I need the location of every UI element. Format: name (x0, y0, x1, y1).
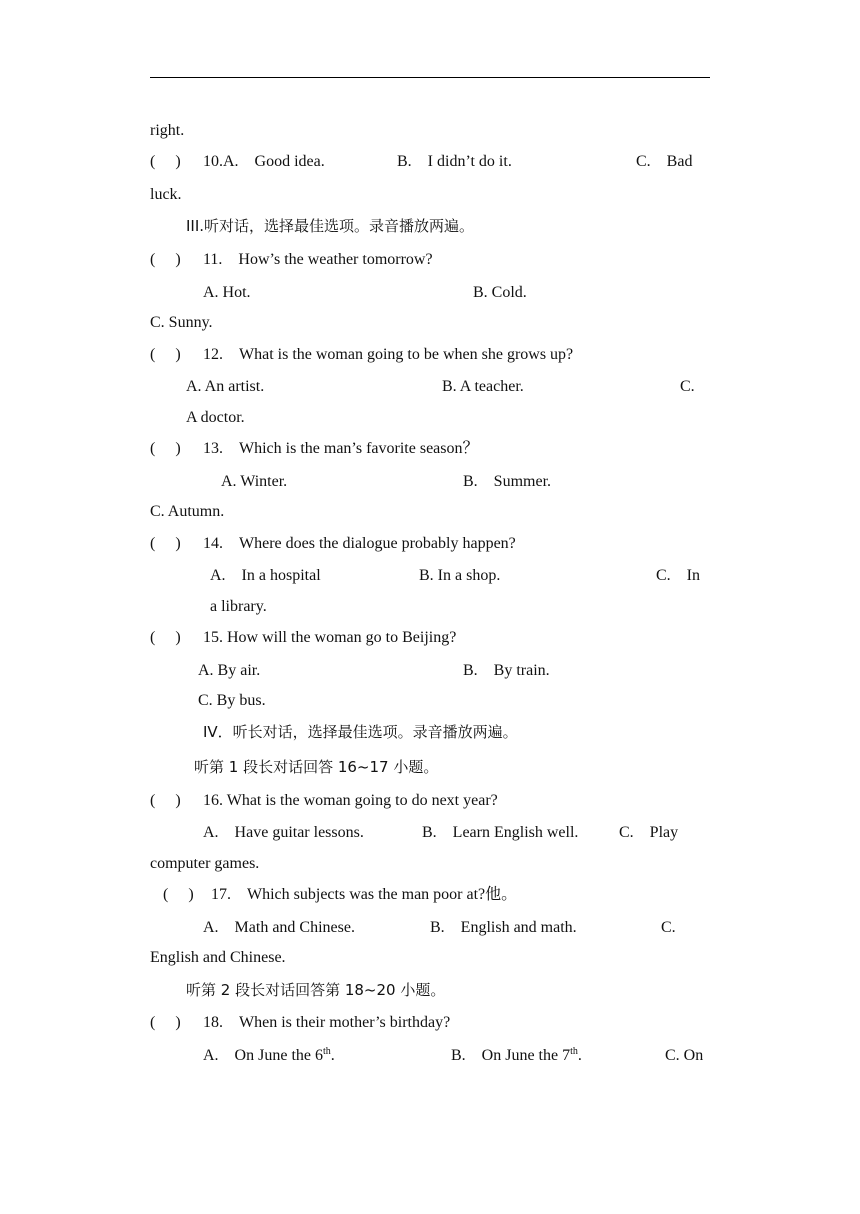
answer-blank-11: ( ) (150, 251, 181, 268)
passage-2-instruction: 听第 2 段长对话回答第 18~20 小题。 (186, 981, 446, 999)
q12-option-b: B. A teacher. (442, 378, 524, 395)
q13-option-b: B. Summer. (463, 473, 552, 490)
q17-option-a: A. Math and Chinese. (203, 919, 355, 936)
q11-option-b: B. Cold. (473, 284, 527, 301)
q12-option-a: A. An artist. (186, 378, 265, 395)
answer-blank-12: ( ) (150, 346, 181, 363)
q17-stem: 17. Which subjects was the man poor at?他。 (211, 886, 518, 903)
section-iii-heading: III.听对话，选择最佳选项。录音播放两遍。 (186, 217, 475, 235)
q12-option-c-cont: A doctor. (186, 409, 245, 426)
answer-blank-10: ( ) (150, 153, 181, 170)
q14-option-c-cont: a library. (210, 598, 267, 615)
q18-option-a: A. On June the 6th. (203, 1046, 335, 1064)
q12-stem: 12. What is the woman going to be when she grows up? (203, 346, 574, 363)
q15-stem: 15. How will the woman go to Beijing? (203, 629, 457, 646)
q14-stem: 14. Where does the dialogue probably happen? (203, 535, 516, 552)
q16-option-c: C. Play (619, 824, 679, 841)
q16-option-c-cont: computer games. (150, 855, 260, 872)
answer-blank-14: ( ) (150, 535, 181, 552)
q13-option-c: C. Autumn. (150, 503, 225, 520)
q15-option-a: A. By air. (198, 662, 261, 679)
header-rule (150, 77, 710, 78)
q10-option-b: B. I didn’t do it. (397, 153, 512, 170)
continued-text: right. (150, 122, 185, 139)
section-iv-heading: IV．听长对话，选择最佳选项。录音播放两遍。 (203, 723, 518, 741)
q13-stem: 13. Which is the man’s favorite season？ (203, 440, 479, 457)
q18-stem: 18. When is their mother’s birthday? (203, 1014, 451, 1031)
passage-1-instruction: 听第 1 段长对话回答 16~17 小题。 (194, 758, 439, 776)
answer-blank-17: ( ) (163, 886, 194, 903)
answer-blank-15: ( ) (150, 629, 181, 646)
answer-blank-16: ( ) (150, 792, 181, 809)
q17-option-c-cont: English and Chinese. (150, 949, 286, 966)
q15-option-c: C. By bus. (198, 692, 266, 709)
q14-option-c: C. In (656, 567, 701, 584)
q16-option-b: B. Learn English well. (422, 824, 579, 841)
q16-stem: 16. What is the woman going to do next year? (203, 792, 498, 809)
q10-option-c-cont: luck. (150, 186, 182, 203)
q12-option-c: C. (680, 378, 695, 395)
q14-option-b: B. In a shop. (419, 567, 501, 584)
answer-blank-13: ( ) (150, 440, 181, 457)
q11-stem: 11. How’s the weather tomorrow? (203, 251, 433, 268)
q14-option-a: A. In a hospital (210, 567, 321, 584)
q11-option-c: C. Sunny. (150, 314, 213, 331)
q16-option-a: A. Have guitar lessons. (203, 824, 364, 841)
q18-option-b: B. On June the 7th. (451, 1046, 582, 1064)
q18-option-c: C. On (665, 1047, 704, 1064)
q10-option-a: 10.A. Good idea. (203, 153, 325, 170)
q17-option-c: C. (661, 919, 676, 936)
answer-blank-18: ( ) (150, 1014, 181, 1031)
q17-option-b: B. English and math. (430, 919, 577, 936)
q15-option-b: B. By train. (463, 662, 550, 679)
q10-option-c: C. Bad (636, 153, 693, 170)
q13-option-a: A. Winter. (221, 473, 288, 490)
q11-option-a: A. Hot. (203, 284, 251, 301)
